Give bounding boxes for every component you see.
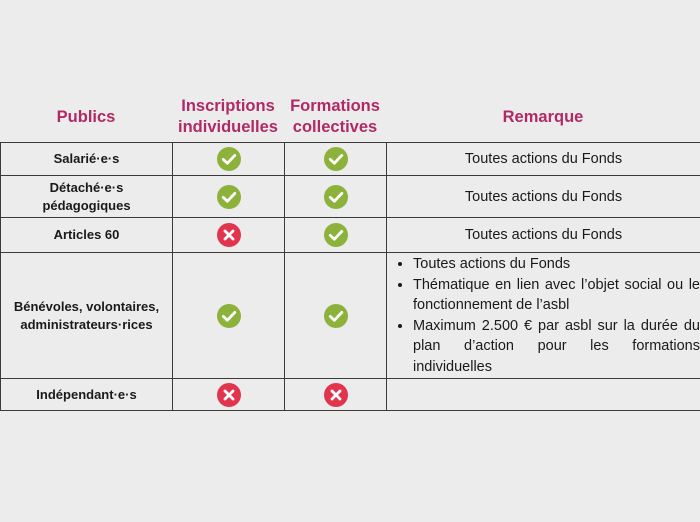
check-icon <box>324 147 348 171</box>
remarque-cell <box>387 143 700 176</box>
formations-cell <box>285 253 387 379</box>
formations-cell <box>285 143 387 176</box>
remarque-text: Toutes actions du Fonds <box>464 151 623 167</box>
publics-cell <box>1 176 173 218</box>
publics-cell <box>1 143 173 176</box>
publics-cell <box>1 253 173 379</box>
table-row <box>1 379 700 411</box>
header-remarque <box>386 107 700 128</box>
inscriptions-cell <box>173 253 285 379</box>
check-icon <box>217 185 241 209</box>
header-inscriptions <box>172 96 284 138</box>
header-remarque-label: Remarque <box>502 108 584 126</box>
header-formations <box>284 96 386 138</box>
cross-icon <box>324 383 348 407</box>
list-item: • Toutes actions du Fonds <box>413 254 700 275</box>
remarque-cell <box>387 176 700 218</box>
inscriptions-cell <box>173 218 285 253</box>
publics-label-line1: Bénévoles, volontaires, <box>13 298 160 314</box>
header-publics-label: Publics <box>56 108 116 126</box>
table-row <box>1 143 700 176</box>
header-inscriptions-line2: individuelles <box>178 118 278 136</box>
eligibility-table <box>0 142 700 411</box>
inscriptions-cell <box>173 379 285 411</box>
check-icon <box>217 147 241 171</box>
remarque-cell <box>387 218 700 253</box>
publics-cell <box>1 379 173 411</box>
remarque-cell <box>387 379 700 411</box>
check-icon <box>324 223 348 247</box>
check-icon <box>324 185 348 209</box>
header-formations-line1: Formations <box>290 97 380 115</box>
header-formations-line2: collectives <box>292 118 378 136</box>
header-publics <box>0 107 172 128</box>
publics-label-line1: Détaché·e·s <box>49 179 124 195</box>
publics-label-line2: pédagogiques <box>42 197 131 213</box>
formations-cell <box>285 218 387 253</box>
table-row <box>1 253 700 379</box>
remarque-list <box>387 254 700 377</box>
list-item: • Maximum 2.500 € par asbl sur la durée du plan d’action pour les formations individuelles <box>413 316 700 378</box>
inscriptions-cell <box>173 143 285 176</box>
publics-label: Salarié·e·s <box>53 151 120 166</box>
check-icon <box>324 304 348 328</box>
formations-cell <box>285 379 387 411</box>
header-inscriptions-line1: Inscriptions <box>181 97 275 115</box>
formations-cell <box>285 176 387 218</box>
cross-icon <box>217 223 241 247</box>
inscriptions-cell <box>173 176 285 218</box>
publics-label-line2: administrateurs·rices <box>20 316 153 332</box>
cross-icon <box>217 383 241 407</box>
list-item: • Thématique en lien avec l’objet social ou le fonctionnement de l’asbl <box>413 275 700 316</box>
remarque-cell <box>387 253 700 379</box>
table-row <box>1 176 700 218</box>
publics-label: Articles 60 <box>53 227 120 242</box>
publics-label: Indépendant·e·s <box>36 386 137 402</box>
table-row <box>1 218 700 253</box>
check-icon <box>217 304 241 328</box>
remarque-text: Toutes actions du Fonds <box>464 227 623 243</box>
publics-cell <box>1 218 173 253</box>
remarque-text: Toutes actions du Fonds <box>464 188 623 205</box>
